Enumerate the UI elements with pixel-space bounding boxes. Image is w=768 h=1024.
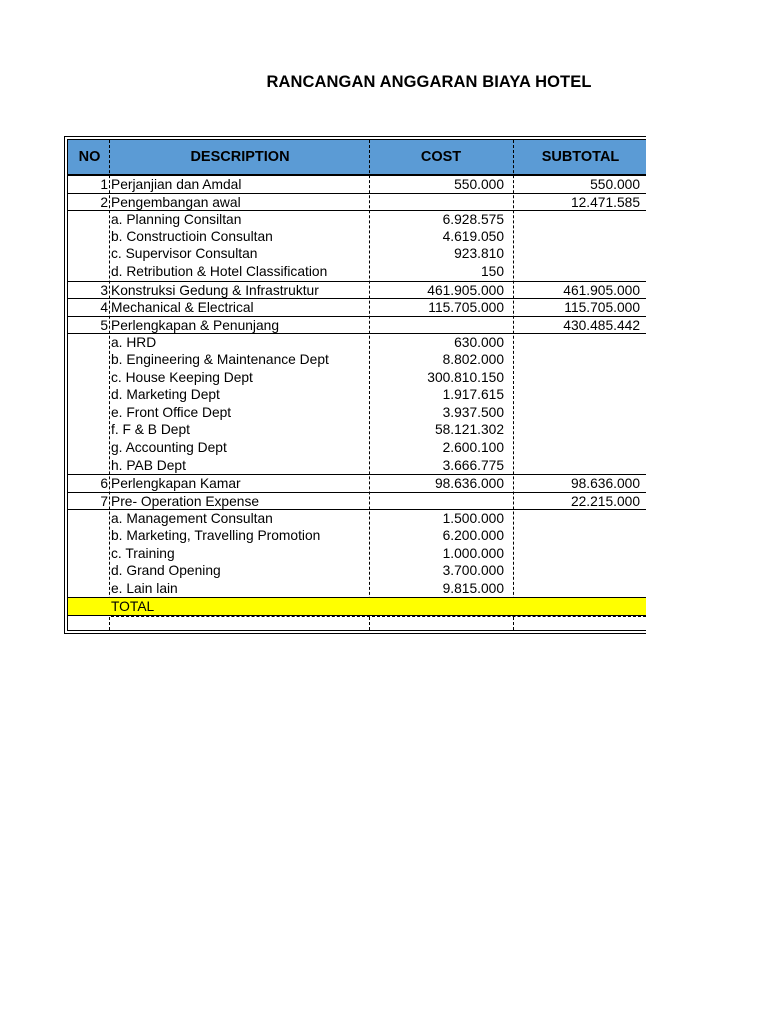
row-description: d. Grand Opening bbox=[111, 563, 221, 579]
row-divider bbox=[111, 616, 646, 617]
row-number: 1 bbox=[100, 177, 108, 192]
row-subtotal: 12.471.585 bbox=[570, 194, 640, 210]
item-row bbox=[68, 333, 646, 352]
row-description: Konstruksi Gedung & Infrastruktur bbox=[111, 282, 319, 298]
table-frame bbox=[67, 139, 646, 631]
item-row bbox=[68, 580, 646, 598]
row-cost: 4.619.050 bbox=[442, 228, 504, 244]
row-description: Mechanical & Electrical bbox=[111, 300, 254, 316]
item-row bbox=[68, 421, 646, 439]
row-subtotal: 98.636.000 bbox=[570, 476, 640, 492]
item-row bbox=[68, 562, 646, 580]
item-row bbox=[68, 527, 646, 545]
row-cost: 3.666.775 bbox=[442, 457, 504, 473]
section-row bbox=[68, 492, 646, 511]
row-subtotal: 550.000 bbox=[590, 177, 640, 192]
section-row bbox=[68, 175, 646, 194]
row-description: d. Marketing Dept bbox=[111, 387, 220, 403]
row-cost: 1.500.000 bbox=[442, 511, 504, 527]
row-subtotal: 115.705.000 bbox=[564, 300, 640, 316]
table-header-row bbox=[68, 140, 646, 175]
row-cost: 1.000.000 bbox=[442, 545, 504, 561]
row-description: b. Constructioin Consultan bbox=[111, 228, 273, 244]
item-row bbox=[68, 386, 646, 404]
row-cost: 115.705.000 bbox=[428, 300, 504, 316]
row-description: c. House Keeping Dept bbox=[111, 369, 253, 385]
row-description: a. Planning Consiltan bbox=[111, 212, 242, 228]
row-number: 2 bbox=[100, 194, 108, 210]
item-row bbox=[68, 245, 646, 263]
row-description: Perlengkapan & Penunjang bbox=[111, 317, 279, 333]
row-subtotal: 461.905.000 bbox=[563, 282, 640, 298]
row-description: b. Marketing, Travelling Promotion bbox=[111, 528, 321, 543]
row-cost: 8.802.000 bbox=[442, 352, 504, 367]
row-description: e. Lain lain bbox=[111, 580, 178, 596]
section-row bbox=[68, 298, 646, 317]
item-row bbox=[68, 439, 646, 457]
section-row bbox=[68, 316, 646, 335]
row-number: 4 bbox=[100, 300, 108, 316]
header-description: DESCRIPTION bbox=[190, 149, 290, 165]
row-description: c. Supervisor Consultan bbox=[111, 246, 258, 262]
section-row bbox=[68, 193, 646, 212]
row-number: 3 bbox=[100, 282, 108, 298]
row-description: c. Training bbox=[111, 545, 175, 561]
header-cost: COST bbox=[420, 149, 462, 165]
row-cost: 923.810 bbox=[454, 246, 504, 262]
item-row bbox=[68, 369, 646, 387]
row-cost: 300.810.150 bbox=[427, 369, 504, 385]
item-row bbox=[68, 351, 646, 369]
row-number: 6 bbox=[100, 476, 108, 492]
row-cost: 550.000 bbox=[454, 177, 504, 192]
row-cost: 2.600.100 bbox=[442, 440, 504, 455]
row-number: 7 bbox=[100, 493, 108, 509]
header-no: NO bbox=[78, 149, 101, 165]
item-row bbox=[68, 509, 646, 528]
item-row bbox=[68, 545, 646, 563]
row-description: d. Retribution & Hotel Classification bbox=[111, 264, 328, 279]
item-row bbox=[68, 228, 646, 246]
row-description: Perlengkapan Kamar bbox=[111, 476, 241, 492]
row-cost: 3.937.500 bbox=[442, 404, 504, 420]
row-cost: 461.905.000 bbox=[427, 282, 504, 298]
row-description: a. Management Consultan bbox=[111, 511, 273, 527]
total-row bbox=[68, 597, 646, 616]
row-description: b. Engineering & Maintenance Dept bbox=[111, 352, 329, 367]
row-cost: 1.917.615 bbox=[442, 387, 504, 403]
section-row bbox=[68, 474, 646, 493]
row-description: Pre- Operation Expense bbox=[111, 493, 260, 509]
row-description: g. Accounting Dept bbox=[111, 440, 227, 455]
row-description: e. Front Office Dept bbox=[111, 404, 232, 420]
row-number: 5 bbox=[100, 317, 108, 333]
row-description: Pengembangan awal bbox=[111, 194, 241, 210]
budget-table bbox=[64, 136, 646, 634]
row-description: Perjanjian dan Amdal bbox=[111, 177, 242, 192]
row-cost: 9.815.000 bbox=[442, 580, 504, 596]
row-cost: 58.121.302 bbox=[434, 422, 504, 438]
row-cost: 3.700.000 bbox=[442, 563, 504, 579]
item-row bbox=[68, 210, 646, 229]
document-title: RANCANGAN ANGGARAN BIAYA HOTEL bbox=[266, 73, 592, 91]
row-description: f. F & B Dept bbox=[111, 422, 190, 438]
row-cost: 150 bbox=[480, 264, 504, 279]
item-row bbox=[68, 457, 646, 475]
row-cost: 98.636.000 bbox=[434, 476, 504, 492]
section-row bbox=[68, 281, 646, 300]
row-cost: 6.928.575 bbox=[442, 212, 504, 228]
row-subtotal: 22.215.000 bbox=[570, 493, 640, 509]
item-row bbox=[68, 404, 646, 422]
row-description: h. PAB Dept bbox=[111, 457, 186, 473]
row-description: a. HRD bbox=[111, 335, 157, 351]
row-subtotal: 430.485.442 bbox=[563, 317, 640, 333]
row-cost: 630.000 bbox=[454, 335, 504, 351]
row-cost: 6.200.000 bbox=[442, 528, 504, 543]
item-row bbox=[68, 263, 646, 281]
row-description: TOTAL bbox=[111, 599, 155, 615]
header-subtotal: SUBTOTAL bbox=[541, 149, 620, 165]
